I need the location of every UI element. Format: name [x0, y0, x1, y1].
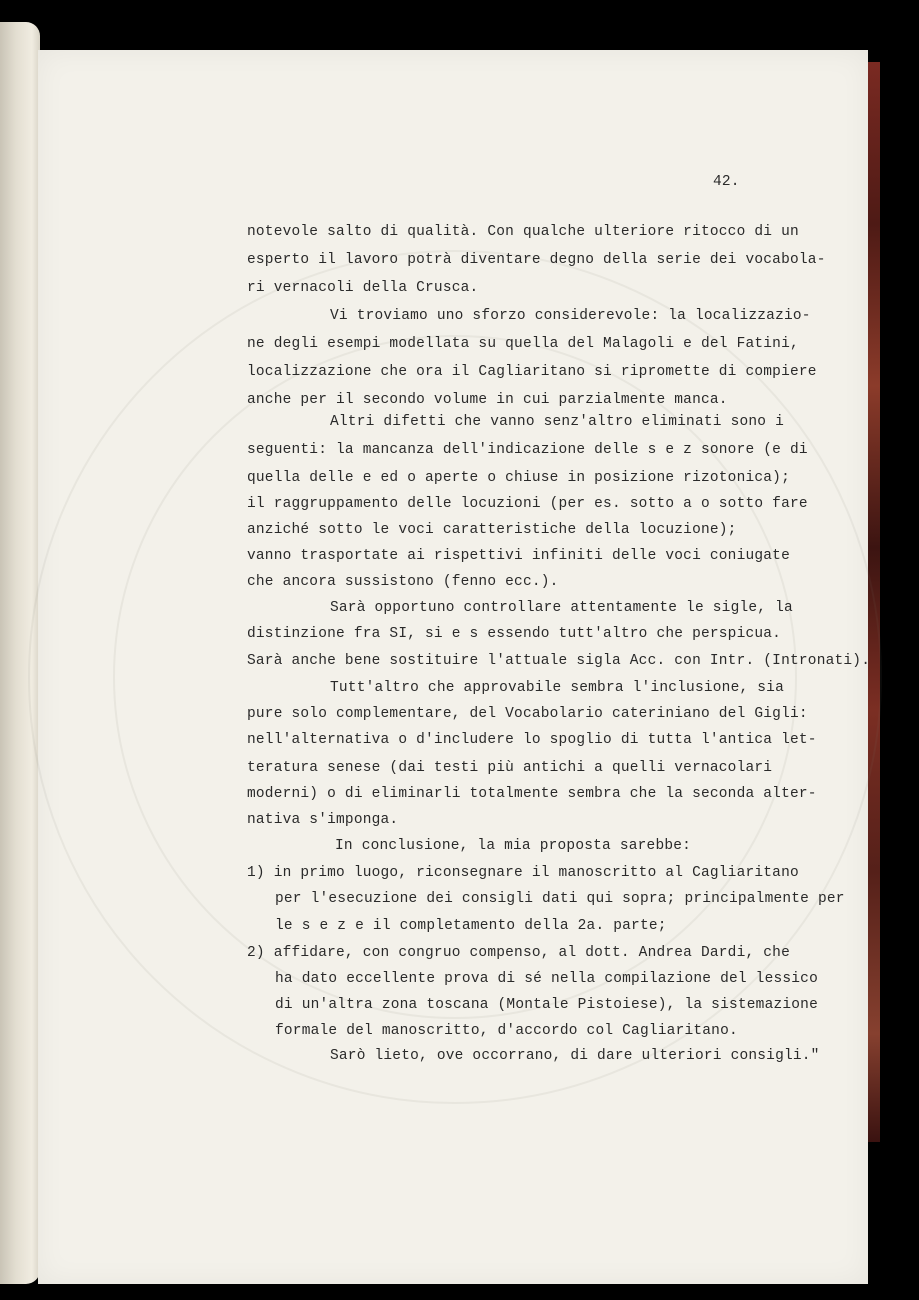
- text-line: nell'alternativa o d'includere lo spoglio di tutta l'antica let-: [247, 732, 817, 748]
- list-item-continuation: ha dato eccellente prova di sé nella compilazione del lessico: [275, 971, 818, 987]
- text-line: che ancora sussistono (fenno ecc.).: [247, 574, 559, 590]
- text-line: localizzazione che ora il Cagliaritano si ripromette di compiere: [247, 364, 817, 380]
- text-line: anziché sotto le voci caratteristiche della locuzione);: [247, 522, 737, 538]
- text-line: pure solo complementare, del Vocabolario cateriniano del Gigli:: [247, 706, 808, 722]
- text-line: In conclusione, la mia proposta sarebbe:: [335, 838, 692, 854]
- list-item-continuation: le s e z e il completamento della 2a. parte;: [275, 918, 667, 934]
- list-item-continuation: per l'esecuzione dei consigli dati qui sopra; principalmente per: [275, 891, 845, 907]
- text-line: anche per il secondo volume in cui parzialmente manca.: [247, 392, 728, 408]
- list-item-continuation: di un'altra zona toscana (Montale Pistoiese), la sistemazione: [275, 997, 818, 1013]
- text-line: ne degli esempi modellata su quella del Malagoli e del Fatini,: [247, 336, 799, 352]
- document-page: [38, 50, 871, 1284]
- text-line: notevole salto di qualità. Con qualche ulteriore ritocco di un: [247, 224, 799, 240]
- list-item: 2) affidare, con congruo compenso, al dott. Andrea Dardi, che: [247, 945, 790, 961]
- list-item-continuation: formale del manoscritto, d'accordo col Cagliaritano.: [275, 1023, 738, 1039]
- text-line: distinzione fra SI, si e s essendo tutt'altro che perspicua.: [247, 626, 782, 642]
- text-line: il raggruppamento delle locuzioni (per es. sotto a o sotto fare: [247, 496, 808, 512]
- text-line: Vi troviamo uno sforzo considerevole: la localizzazio-: [330, 308, 811, 324]
- list-item: 1) in primo luogo, riconsegnare il manoscritto al Cagliaritano: [247, 865, 799, 881]
- text-line: Sarà anche bene sostituire l'attuale sigla Acc. con Intr. (Intronati).: [247, 653, 871, 669]
- text-line: esperto il lavoro potrà diventare degno della serie dei vocabola-: [247, 252, 826, 268]
- text-line: Altri difetti che vanno senz'altro eliminati sono i: [330, 414, 784, 430]
- text-line: nativa s'imponga.: [247, 812, 399, 828]
- text-line: Sarò lieto, ove occorrano, di dare ulteriori consigli.": [330, 1048, 820, 1064]
- text-line: teratura senese (dai testi più antichi a quelli vernacolari: [247, 760, 773, 776]
- text-line: quella delle e ed o aperte o chiuse in posizione rizotonica);: [247, 470, 790, 486]
- page-number: 42.: [713, 174, 740, 190]
- text-line: Sarà opportuno controllare attentamente le sigle, la: [330, 600, 793, 616]
- text-line: ri vernacoli della Crusca.: [247, 280, 479, 296]
- text-line: vanno trasportate ai rispettivi infiniti delle voci coniugate: [247, 548, 790, 564]
- text-line: seguenti: la mancanza dell'indicazione delle s e z sonore (e di: [247, 442, 808, 458]
- text-line: moderni) o di eliminarli totalmente sembra che la seconda alter-: [247, 786, 817, 802]
- text-line: Tutt'altro che approvabile sembra l'inclusione, sia: [330, 680, 784, 696]
